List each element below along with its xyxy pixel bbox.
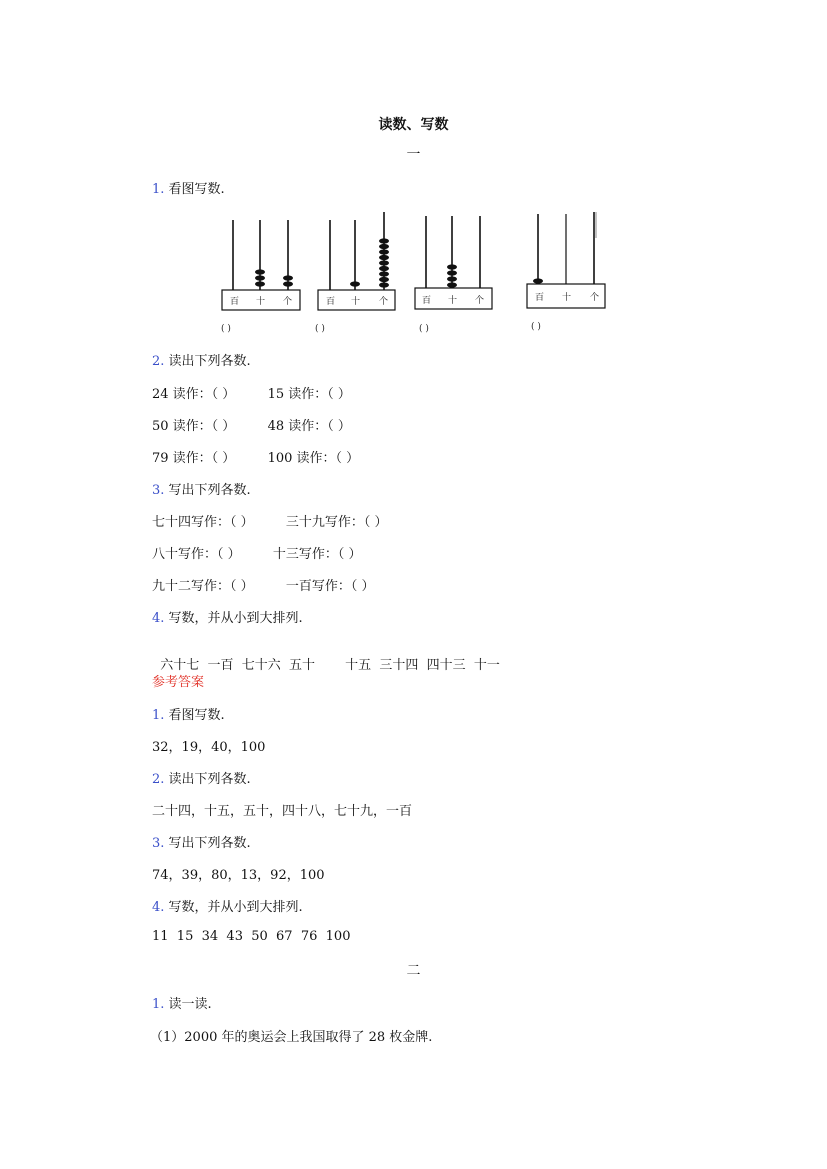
write-item: 十三写作：（ ） [272, 547, 362, 562]
question-4 [152, 607, 303, 626]
question-number: 1. [152, 997, 165, 1012]
read-item: 100 读作：（ ） [267, 451, 360, 466]
question-text: 看图写数. [168, 708, 225, 723]
abacus-figures [210, 208, 620, 338]
write-item: 七十四写作：（ ） [152, 515, 254, 530]
number-words-group-2: 十五 三十四 四十三 十一 [345, 658, 500, 673]
answer-heading: 参考答案 [152, 675, 205, 690]
label-hundreds: 百 [535, 293, 545, 303]
question-2 [152, 350, 251, 369]
label-ones: 个 [283, 297, 293, 307]
question-text: 写出下列各数. [168, 483, 251, 498]
q2-row-1 [152, 383, 351, 402]
question-3 [152, 479, 251, 498]
answer-1-question [152, 704, 225, 723]
q3-row-1 [152, 511, 388, 530]
label-ones: 个 [379, 297, 389, 307]
answer-2-question [152, 768, 251, 787]
page-title: 读数、写数 [378, 117, 449, 133]
part2-question-1 [152, 993, 212, 1012]
question-text: 写出下列各数. [168, 836, 251, 851]
question-number: 3. [152, 836, 165, 851]
label-tens: 十 [256, 297, 266, 307]
label-hundreds: 百 [230, 297, 240, 307]
answer-blank: ( ) [531, 322, 541, 332]
question-number: 4. [152, 611, 165, 626]
section-one-heading: 一 [406, 147, 421, 163]
answer-4-question [152, 896, 303, 915]
question-text: 读出下列各数. [168, 772, 251, 787]
answer-blank: ( ) [221, 324, 231, 334]
label-tens: 十 [562, 293, 572, 303]
question-text: 看图写数. [168, 182, 225, 197]
question-text: 读出下列各数. [168, 354, 251, 369]
label-hundreds: 百 [326, 297, 336, 307]
write-item: 八十写作：（ ） [152, 547, 241, 562]
answer-2: 二十四，十五，五十，四十八，七十九，一百 [152, 804, 413, 819]
answer-3: 74，39，80，13，92，100 [152, 868, 325, 883]
read-item: 15 读作：（ ） [267, 387, 351, 402]
question-text: 读一读. [168, 997, 212, 1012]
abacus-1 [221, 220, 300, 334]
question-text: 写数，并从小到大排列. [168, 900, 303, 915]
answer-1: 32，19，40，100 [152, 740, 266, 755]
question-number: 1. [152, 182, 165, 197]
label-ones: 个 [475, 296, 485, 306]
answer-3-question [152, 832, 251, 851]
question-number: 2. [152, 772, 165, 787]
label-hundreds: 百 [422, 296, 432, 306]
section-two-heading: 二 [406, 963, 421, 979]
q2-row-2 [152, 415, 351, 434]
label-tens: 十 [448, 296, 458, 306]
number-words-group-1: 六十七 一百 七十六 五十 [160, 658, 316, 673]
q3-row-3 [152, 575, 375, 594]
read-item: 24 读作：（ ） [152, 387, 236, 402]
part2-item-1: （1）2000 年的奥运会上我国取得了 28 枚金牌. [150, 1030, 433, 1045]
write-item: 九十二写作：（ ） [152, 579, 254, 594]
answer-4: 11 15 34 43 50 67 76 100 [152, 929, 351, 944]
label-ones: 个 [590, 293, 600, 303]
question-number: 2. [152, 354, 165, 369]
abacus-3 [415, 216, 492, 334]
question-number: 3. [152, 483, 165, 498]
answer-blank: ( ) [315, 324, 325, 334]
question-1 [152, 178, 225, 197]
abacus-2 [315, 212, 395, 334]
abacus-4 [527, 212, 605, 332]
read-item: 48 读作：（ ） [267, 419, 351, 434]
question-number: 1. [152, 708, 165, 723]
write-item: 一百写作：（ ） [285, 579, 375, 594]
label-tens: 十 [351, 297, 361, 307]
read-item: 79 读作：（ ） [152, 451, 236, 466]
q2-row-3 [152, 447, 359, 466]
answer-blank: ( ) [419, 324, 429, 334]
q3-row-2 [152, 543, 362, 562]
read-item: 50 读作：（ ） [152, 419, 236, 434]
question-text: 写数，并从小到大排列. [168, 611, 303, 626]
question-number: 4. [152, 900, 165, 915]
write-item: 三十九写作：（ ） [285, 515, 388, 530]
q4-items [152, 639, 500, 673]
